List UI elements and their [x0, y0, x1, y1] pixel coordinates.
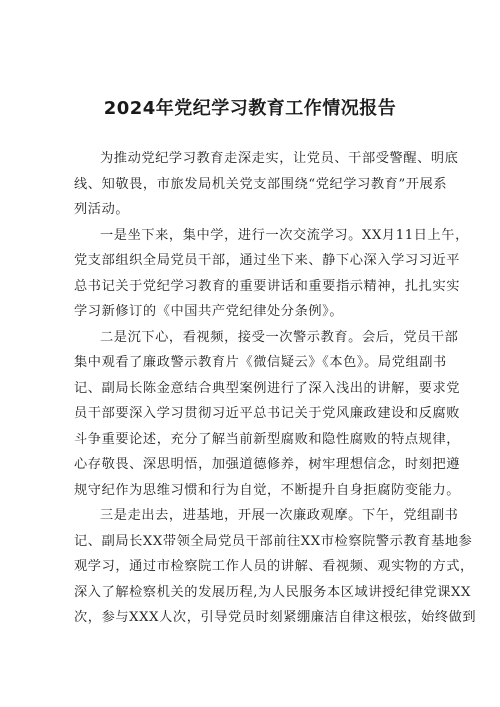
paragraph-1-line-1: 为推动党纪学习教育走深走实，让党员、干部受警醒、明底 [100, 151, 459, 166]
paragraph-3-line-1: 二是沉下心，看视频，接受一次警示教育。会后，党员干部 [100, 329, 459, 345]
paragraph-4-line-2: 记、副局长XX带领全局党员干部前往XX市检察院警示教育基地参 [74, 533, 473, 549]
paragraph-2-line-2: 党支部组织全局党员干部，通过坐下来、静下心深入学习习近平 [74, 253, 461, 268]
paragraph-1-line-3: 列活动。 [74, 202, 130, 217]
document-title: 2024年党纪学习教育工作情况报告 [103, 98, 397, 119]
paragraph-3-line-2: 集中观看了廉政警示教育片《微信疑云》《本色》。局党组副书 [74, 355, 447, 370]
paragraph-3-line-6: 心存敬畏、深思明悟，加强道德修养，树牢理想信念，时刻把遵 [74, 457, 461, 472]
paragraph-4-line-1: 三是走出去，进基地，开展一次廉政观摩。下午，党组副书 [100, 508, 459, 523]
paragraph-2-line-1: 一是坐下来，集中学，进行一次交流学习。XX月11日上午， [100, 227, 469, 243]
paragraph-3-line-4: 员干部要深入学习贯彻习近平总书记关于党风廉政建设和反腐败 [74, 406, 461, 421]
paragraph-3-line-7: 规守纪作为思维习惯和行为自觉，不断提升自身拒腐防变能力。 [74, 482, 461, 498]
paragraph-4-line-3: 观学习，通过市检察院工作人员的讲解、看视频、观实物的方式， [74, 559, 474, 574]
paragraph-1-line-2: 线、知敬畏，市旅发局机关党支部围绕“党纪学习教育”开展系 [74, 176, 448, 192]
paragraph-3-line-3: 记、副局长陈金意结合典型案例进行了深入浅出的讲解，要求党 [74, 380, 461, 396]
document-body [74, 146, 477, 631]
paragraph-4-line-5: 次，参与XXX人次，引导党员时刻紧绷廉洁自律这根弦，始终做到 [74, 610, 477, 625]
paragraph-3-line-5: 斗争重要论述，充分了解当前新型腐败和隐性腐败的特点规律， [74, 431, 461, 447]
paragraph-2-line-3: 总书记关于党纪学习教育的重要讲话和重要指示精神，扎扎实实 [74, 278, 461, 294]
paragraph-2-line-4: 学习新修订的《中国共产党纪律处分条例》。 [74, 304, 344, 319]
paragraph-4-line-4: 深入了解检察机关的发展历程,为人民服务本区域讲授纪律党课XX [74, 584, 472, 600]
